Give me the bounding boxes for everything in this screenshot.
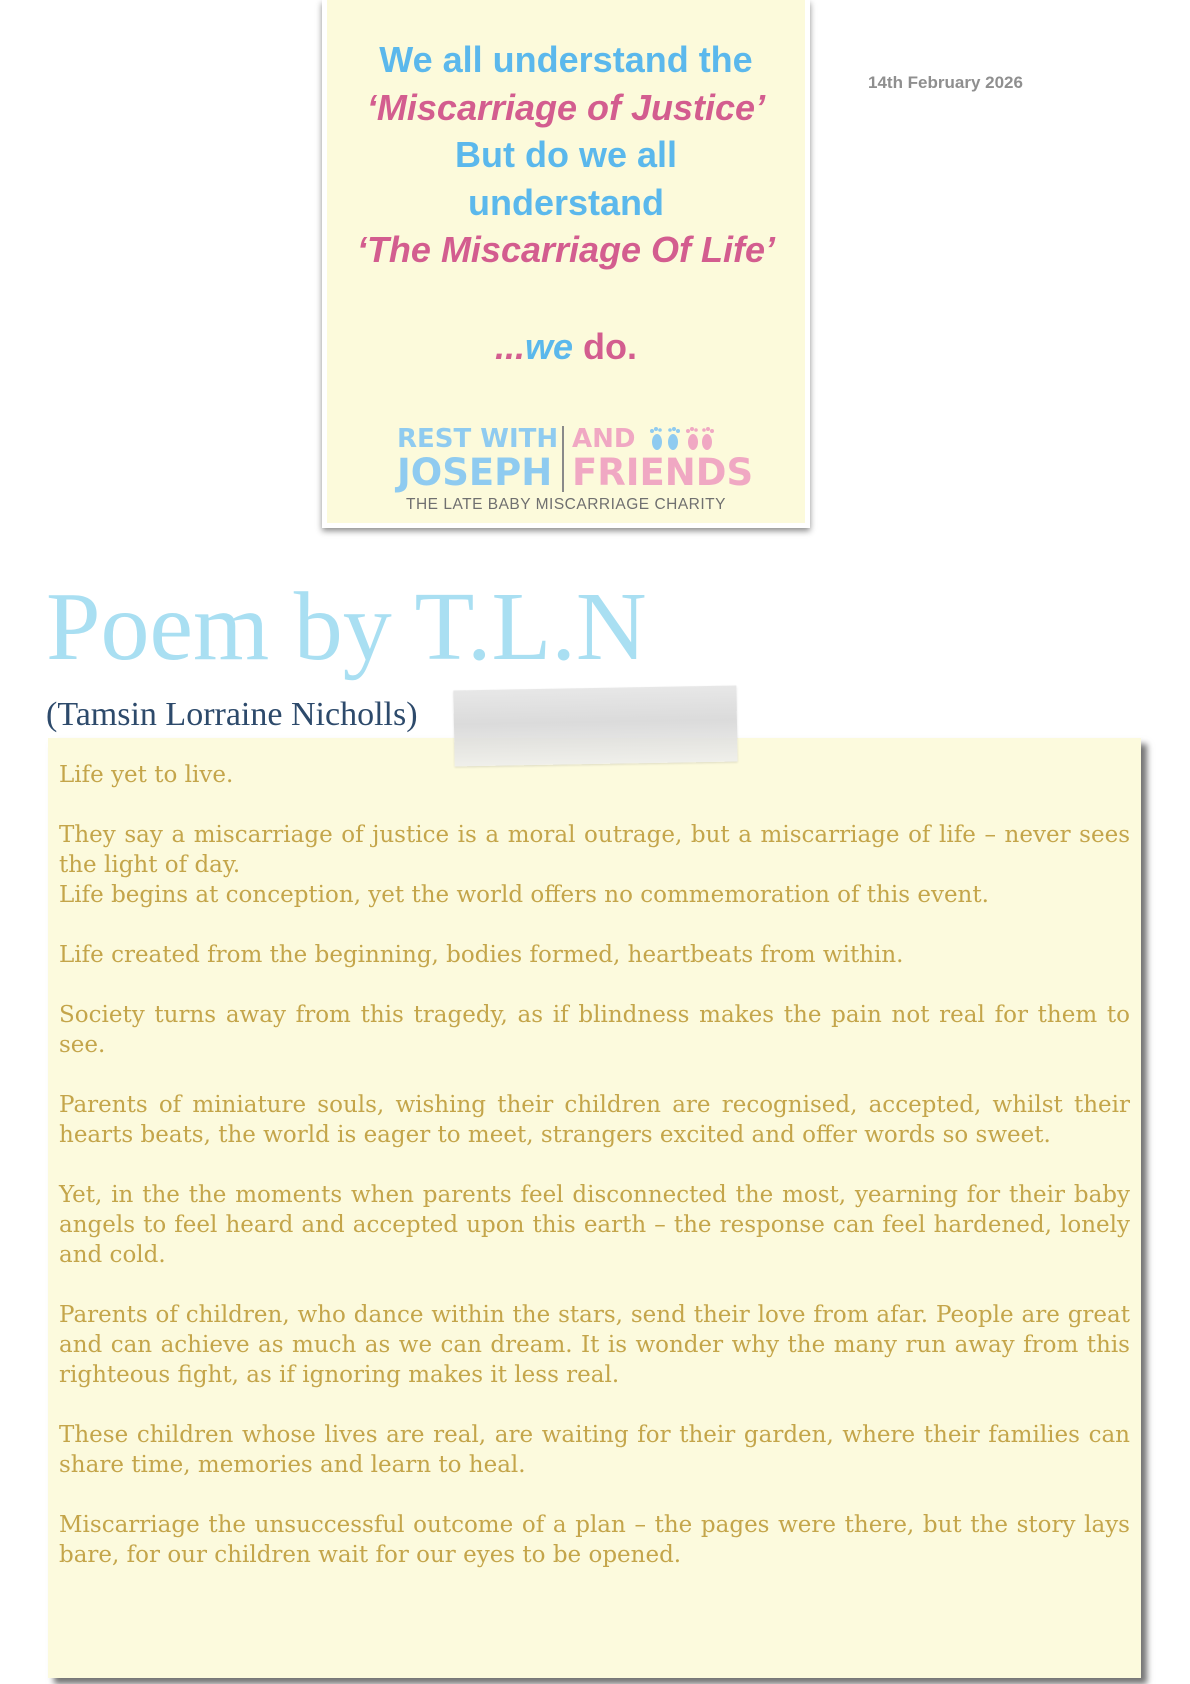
poster-line-3: But do we all: [454, 134, 677, 175]
poster-line-2: ‘Miscarriage of Justice’: [366, 87, 766, 128]
poem-note: [48, 738, 1141, 1678]
logo-divider: [562, 426, 564, 492]
logo-left: [397, 424, 558, 492]
poster-line-4: understand: [467, 182, 664, 223]
poem-stanza: Miscarriage the unsuccessful outcome of a plan – the pages were there, but the story lays bare, for our children wait for our eyes to be opened.: [59, 1512, 1130, 1568]
poster-we: we: [524, 326, 574, 367]
baby-feet-icon: [645, 424, 715, 460]
poster-line-5: ‘The Miscarriage Of Life’: [356, 229, 776, 270]
logo-joseph: JOSEPH: [397, 451, 553, 494]
poem-stanza: Parents of children, who dance within the stars, send their love from afar. People are great and can achieve as much as we can dream. It is wonder why the many run away from this righteous fight, as if ignoring makes it less real.: [59, 1302, 1130, 1388]
page-title: Poem by T.L.N: [46, 573, 647, 681]
poem-stanza: Life yet to live.: [59, 762, 234, 788]
logo-and: AND: [572, 424, 636, 454]
poem-stanza: These children whose lives are real, are waiting for their garden, where their families can share time, memories and learn to heal.: [59, 1422, 1130, 1478]
poster-line-6: [327, 325, 805, 369]
logo-friends: FRIENDS: [572, 451, 754, 494]
poem-stanza: Yet, in the the moments when parents feel disconnected the most, yearning for their baby angels to feel heard and accepted upon this earth – the response can feel hardened, lonely and cold.: [59, 1182, 1130, 1268]
poster-ellipsis: ...: [494, 326, 525, 367]
poem-stanza: They say a miscarriage of justice is a moral outrage, but a miscarriage of life – never sees the light of day. Life begins at conception, yet the world offers no commemoration of this event.: [59, 822, 1130, 908]
poem-stanza: Parents of miniature souls, wishing their children are recognised, accepted, whilst their hearts beats, the world is eager to meet, strangers excited and offer words so sweet.: [59, 1092, 1130, 1148]
poem-stanza: Life created from the beginning, bodies formed, heartbeats from within.: [59, 942, 904, 968]
campaign-poster: [322, 0, 810, 528]
charity-logo: [327, 424, 805, 516]
poster-line-1: We all understand the: [379, 39, 753, 80]
author-name: (Tamsin Lorraine Nicholls): [46, 696, 418, 733]
logo-rest-with: REST WITH: [397, 424, 559, 454]
poster-do: do.: [583, 326, 638, 367]
poem-stanza: Society turns away from this tragedy, as if blindness makes the pain not real for them to see.: [59, 1002, 1130, 1058]
logo-tagline: THE LATE BABY MISCARRIAGE CHARITY: [406, 496, 726, 513]
date-label: 14th February 2026: [868, 73, 1023, 92]
tape-strip: [453, 686, 737, 767]
